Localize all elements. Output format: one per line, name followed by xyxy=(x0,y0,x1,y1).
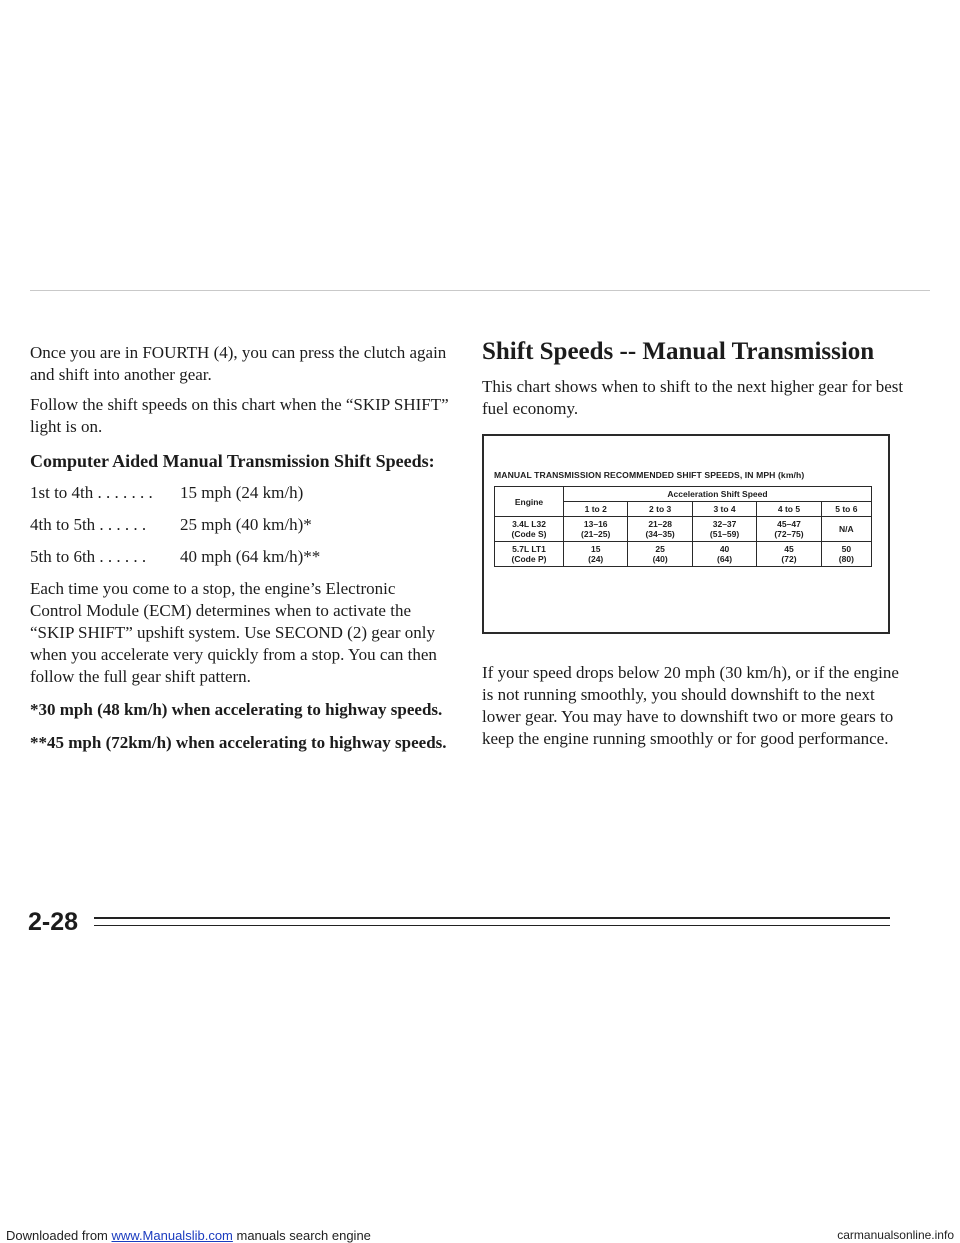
left-column xyxy=(30,342,450,754)
speed-cell xyxy=(757,542,821,567)
shift-speed: 40 mph (64 km/h)** xyxy=(180,547,321,566)
speed-kmh: (72) xyxy=(781,554,797,564)
speed-cell xyxy=(757,517,821,542)
speed-kmh: (51–59) xyxy=(709,529,740,539)
speed-cell xyxy=(628,517,692,542)
speed-kmh: (40) xyxy=(652,554,668,564)
engine-header: Engine xyxy=(495,487,564,517)
shift-row-4-5 xyxy=(30,514,450,536)
speed-kmh: (64) xyxy=(716,554,733,564)
footnote-single-star: *30 mph (48 km/h) when accelerating to highway speeds. xyxy=(30,700,443,719)
shift-range: 1st to 4th . . . . . . . xyxy=(30,483,153,502)
shift-range: 4th to 5th . . . . . . xyxy=(30,515,147,534)
chart-title: MANUAL TRANSMISSION RECOMMENDED SHIFT SPEEDS, IN MPH (km/h) xyxy=(494,470,805,480)
column-header: 5 to 6 xyxy=(821,502,871,517)
site-watermark: carmanualsonline.info xyxy=(837,1228,954,1242)
manualslib-link[interactable]: www.Manualslib.com xyxy=(111,1228,233,1243)
speed-cell xyxy=(628,542,692,567)
shift-speed: 15 mph (24 km/h) xyxy=(180,483,304,502)
ecm-paragraph: Each time you come to a stop, the engine’s Electronic Control Module (ECM) determines when to activate the “SKIP SHIFT” upshift system. Use SECOND (2) gear only when you accelerate very quickly from a stop. You can then follow the full gear shift pattern. xyxy=(30,579,437,686)
shift-speed-table xyxy=(494,486,872,567)
speed-cell xyxy=(564,542,628,567)
engine-code: (Code S) xyxy=(511,529,547,539)
speed-mph: 32–37 xyxy=(712,519,737,529)
page-top-rule xyxy=(30,290,930,291)
shift-row-5-6 xyxy=(30,546,450,568)
acceleration-header: Acceleration Shift Speed xyxy=(564,487,872,502)
speed-mph: 25 xyxy=(655,544,665,554)
speed-cell xyxy=(821,517,871,542)
speed-mph: 45–47 xyxy=(777,519,801,529)
engine-name: 5.7L LT1 xyxy=(512,544,546,554)
chart-intro: This chart shows when to shift to the next higher gear for best fuel economy. xyxy=(482,377,904,418)
column-header: 2 to 3 xyxy=(628,502,692,517)
engine-cell xyxy=(495,542,564,567)
speed-mph: N/A xyxy=(839,524,854,534)
footnote-double-star: **45 mph (72km/h) when accelerating to highway speeds. xyxy=(30,733,447,752)
footer-rule xyxy=(94,925,890,926)
right-column xyxy=(482,338,912,750)
table-row xyxy=(495,542,872,567)
engine-code: (Code P) xyxy=(511,554,547,564)
engine-cell xyxy=(495,517,564,542)
speed-kmh: (21–25) xyxy=(581,529,611,539)
speed-mph: 45 xyxy=(784,544,794,554)
speed-mph: 50 xyxy=(841,544,852,554)
clutch-paragraph: Once you are in FOURTH (4), you can press the clutch again and shift into another gear. xyxy=(30,343,447,384)
footer-rule xyxy=(94,917,890,919)
section-heading: Shift Speeds -- Manual Transmission xyxy=(482,338,875,365)
shift-speed-chart xyxy=(482,434,890,634)
speed-cell xyxy=(821,542,871,567)
speed-mph: 40 xyxy=(719,544,730,554)
shift-range: 5th to 6th . . . . . . xyxy=(30,547,147,566)
speed-mph: 13–16 xyxy=(583,519,608,529)
speed-kmh: (72–75) xyxy=(774,529,804,539)
speed-cell xyxy=(692,542,756,567)
speed-kmh: (24) xyxy=(588,554,604,564)
speed-kmh: (80) xyxy=(838,554,854,564)
download-watermark xyxy=(6,1228,371,1243)
column-header: 4 to 5 xyxy=(757,502,821,517)
skip-shift-paragraph: Follow the shift speeds on this chart when the “SKIP SHIFT” light is on. xyxy=(30,395,449,436)
watermark-suffix: manuals search engine xyxy=(232,1228,371,1243)
column-header: 1 to 2 xyxy=(564,502,628,517)
shift-speeds-subheading: Computer Aided Manual Transmission Shift Speeds: xyxy=(30,451,435,471)
table-header-row xyxy=(495,487,872,502)
speed-mph: 21–28 xyxy=(648,519,672,529)
shift-speed: 25 mph (40 km/h)* xyxy=(180,515,312,534)
table-row xyxy=(495,517,872,542)
speed-cell xyxy=(564,517,628,542)
engine-name: 3.4L L32 xyxy=(512,519,546,529)
column-header: 3 to 4 xyxy=(692,502,756,517)
watermark-prefix: Downloaded from xyxy=(6,1228,112,1243)
speed-mph: 15 xyxy=(590,544,601,554)
downshift-paragraph: If your speed drops below 20 mph (30 km/h), or if the engine is not running smoothly, you should downshift to the next lower gear. You may have to downshift two or more gears to keep the engine running smoothly or for good performance. xyxy=(482,663,899,748)
page-number: 2-28 xyxy=(28,908,79,936)
speed-cell xyxy=(692,517,756,542)
speed-kmh: (34–35) xyxy=(645,529,675,539)
shift-row-1-4 xyxy=(30,482,450,504)
